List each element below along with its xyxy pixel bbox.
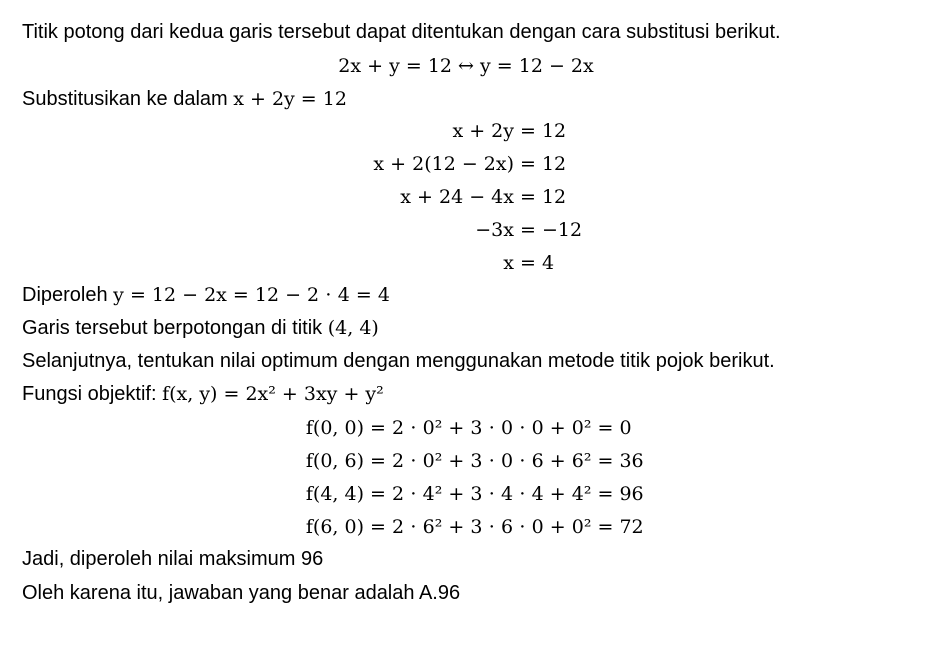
substitute-text: Substitusikan ke dalam [22,88,234,110]
equation-rhs: = 12 [520,153,567,175]
substitution-step [0,184,932,210]
equation-lhs: x + 24 − 4x [400,186,514,208]
equation-lhs: f(6, 0) [305,516,364,538]
intersection-text: Garis tersebut berpotongan di titik [22,317,328,339]
equation-rhs: = 2 ⋅ 4² + 3 ⋅ 4 ⋅ 4 + 4² = 96 [370,483,644,505]
corner-evaluation [0,415,932,441]
substitution-step [0,151,932,177]
corner-evaluation [0,514,932,540]
intersection-point: (4, 4) [327,317,379,339]
equation-rhs: = 2 ⋅ 0² + 3 ⋅ 0 ⋅ 0 + 0² = 0 [370,417,632,439]
equation-lhs: x + 2(12 − 2x) [373,153,514,175]
result-y-equation: y = 12 − 2x = 12 − 2 ⋅ 4 = 4 [113,284,390,306]
result-y-line [22,283,390,307]
answer-text: Oleh karena itu, jawaban yang benar adalah A.96 [22,582,461,604]
equation-rhs: = 2 ⋅ 0² + 3 ⋅ 0 ⋅ 6 + 6² = 36 [370,450,644,472]
intro-text: Titik potong dari kedua garis tersebut dapat ditentukan dengan cara substitusi berikut. [22,21,781,43]
objective-function: f(x, y) = 2x² + 3xy + y² [162,383,384,405]
intersection-line [22,316,379,340]
equation-rearranged: 2x + y = 12 ↔ y = 12 − 2x [338,55,594,77]
equation-rhs: = 2 ⋅ 6² + 3 ⋅ 6 ⋅ 0 + 0² = 72 [370,516,644,538]
substitution-step [0,217,932,243]
equation-lhs: f(4, 4) [305,483,364,505]
result-y-text: Diperoleh [22,284,114,306]
equation-lhs: x [503,252,514,274]
equation-rhs: = 4 [520,252,555,274]
equation-rhs: = 12 [520,120,567,142]
equation-rhs: = −12 [520,219,583,241]
equation-lhs: f(0, 6) [305,450,364,472]
equation-rhs: = 12 [520,186,567,208]
substitute-line [22,87,347,111]
objective-text: Fungsi objektif: [22,383,163,405]
corner-evaluation [0,481,932,507]
equation-lhs: x + 2y [452,120,514,142]
equation-lhs: −3x [475,219,514,241]
objective-line [22,382,384,406]
substitute-equation: x + 2y = 12 [233,88,347,110]
substitution-step [0,118,932,144]
next-step-text: Selanjutnya, tentukan nilai optimum dengan menggunakan metode titik pojok berikut. [22,350,775,372]
equation-lhs: f(0, 0) [305,417,364,439]
maximum-text: Jadi, diperoleh nilai maksimum 96 [22,548,324,570]
corner-evaluation [0,448,932,474]
substitution-step [0,250,932,276]
